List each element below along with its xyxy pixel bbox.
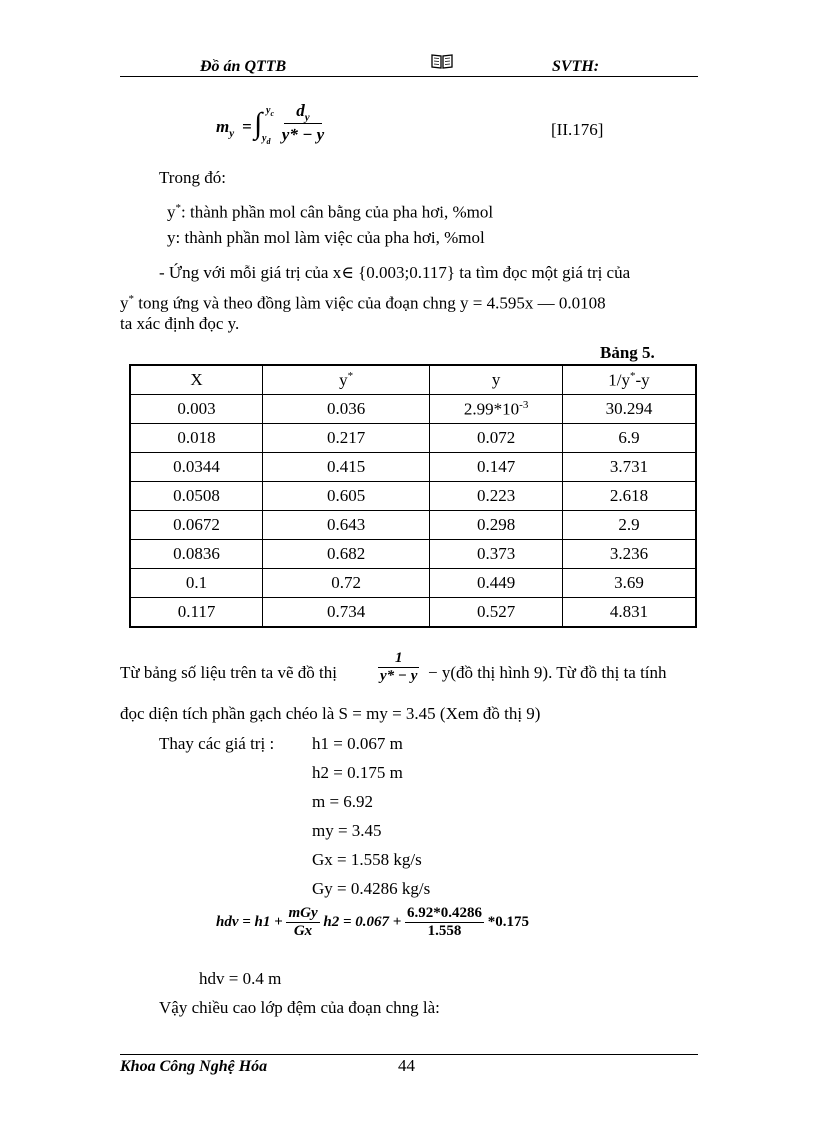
formula2-mid: h2 = 0.067 + xyxy=(323,914,402,930)
cell: 2.618 xyxy=(562,482,696,511)
cell: 0.217 xyxy=(263,424,430,453)
value-h1: h1 = 0.067 m xyxy=(312,734,403,753)
page-number: 44 xyxy=(398,1056,415,1075)
cell: 0.373 xyxy=(430,540,563,569)
cell: 3.731 xyxy=(562,453,696,482)
formula1-reference: [II.176] xyxy=(551,120,604,139)
cell: 3.69 xyxy=(562,569,696,598)
cell: 0.1 xyxy=(130,569,263,598)
upper-limit-sub: c xyxy=(270,109,275,118)
cell: $2.99*10^{-3}$ xyxy=(430,395,563,424)
formula2-frac2-num: 6.92*0.4286 xyxy=(407,905,483,921)
inverse-fraction-num: 1 xyxy=(378,650,419,668)
cell: 0.0344 xyxy=(130,453,263,482)
cell: 2.9 xyxy=(562,511,696,540)
table-row xyxy=(130,424,696,453)
formula-hdv xyxy=(216,905,529,940)
cell: 0.072 xyxy=(430,424,563,453)
footer-rule xyxy=(120,1054,698,1055)
table-row xyxy=(130,395,696,424)
cell: 0.449 xyxy=(430,569,563,598)
table-row xyxy=(130,540,696,569)
inverse-fraction xyxy=(378,650,419,685)
def1-text: : thành phần mol cân bằng của pha hơi, %mol xyxy=(181,202,494,222)
paragraph1-line3: ta xác định đọc y. xyxy=(120,314,240,333)
open-book-icon xyxy=(430,52,454,75)
table-row xyxy=(130,453,696,482)
after-table-line1-a: Từ bảng số liệu trên ta vẽ đồ thị xyxy=(120,663,337,682)
formula1-lhs: m xyxy=(216,117,230,136)
cell: 0.415 xyxy=(263,453,430,482)
cell: 0.298 xyxy=(430,511,563,540)
cell: 0.527 xyxy=(430,598,563,628)
para1-line1-b: ∈ {0.003;0.117} ta tìm đọc một giá trị của xyxy=(341,263,631,282)
formula1-numerator-sub: y xyxy=(304,111,310,124)
lower-limit-sub: d xyxy=(266,137,271,146)
after-table-line2: đọc diện tích phần gạch chéo là S = my = 3.45 (Xem đồ thị 9) xyxy=(120,704,541,723)
cell: 0.734 xyxy=(263,598,430,628)
para1-line2-b: tong ứng và theo đồng làm việc của đoạn chng y = 4.595x — 0.0108 xyxy=(134,293,606,313)
definition-y-star: y*: thành phần mol cân bằng của pha hơi, %mol xyxy=(167,202,494,222)
formula1-lhs-sub: y xyxy=(229,127,235,140)
header-y-star: y* xyxy=(263,365,430,395)
cell: 0.0836 xyxy=(130,540,263,569)
header-course-title: Đồ án QTTB xyxy=(200,58,287,75)
table-row xyxy=(130,511,696,540)
cell: 0.682 xyxy=(263,540,430,569)
table-row xyxy=(130,482,696,511)
header-x: X xyxy=(130,365,263,395)
cell: 0.605 xyxy=(263,482,430,511)
conclusion-line: Vậy chiều cao lớp đệm của đoạn chng là: xyxy=(159,998,440,1017)
upper-limit: y xyxy=(266,105,271,116)
header-inv: 1/y*-y xyxy=(562,365,696,395)
formula1-numerator: d xyxy=(296,101,305,120)
cell: 0.0508 xyxy=(130,482,263,511)
formula2-tail: *0.175 xyxy=(487,914,530,930)
cell: 0.036 xyxy=(263,395,430,424)
cell: 3.236 xyxy=(562,540,696,569)
def1-variable: y xyxy=(167,202,176,222)
header-student-label: SVTH: xyxy=(552,58,600,75)
value-m: m = 6.92 xyxy=(312,792,374,811)
table-row xyxy=(130,569,696,598)
data-table xyxy=(129,364,697,628)
header-y: y xyxy=(430,365,563,395)
integral-sign: ∫ xyxy=(254,107,263,140)
paragraph1-line2: y* tong ứng và theo đồng làm việc của đoạn chng y = 4.595x — 0.0108 xyxy=(120,293,606,313)
table-header-row xyxy=(130,365,696,395)
paragraph1-line1 xyxy=(159,262,630,284)
cell: 0.72 xyxy=(263,569,430,598)
formula2-frac1-den: Gx xyxy=(293,923,313,939)
para1-line2-a: y xyxy=(120,293,129,313)
cell: 0.018 xyxy=(130,424,263,453)
value-h2: h2 = 0.175 m xyxy=(312,763,403,782)
after-table-line1-b: − y(đồ thị hình 9). Từ đồ thị ta tính xyxy=(428,663,667,682)
value-gy: Gy = 0.4286 kg/s xyxy=(312,879,431,898)
cell: 6.9 xyxy=(562,424,696,453)
cell: 0.003 xyxy=(130,395,263,424)
cell: 0.117 xyxy=(130,598,263,628)
formula2-frac2-den: 1.558 xyxy=(427,923,462,939)
trong-do-label: Trong đó: xyxy=(159,168,226,187)
formula1-denominator: y* − y xyxy=(281,125,325,144)
table-row xyxy=(130,598,696,628)
cell: 4.831 xyxy=(562,598,696,628)
inverse-fraction-den: y* − y xyxy=(380,668,418,684)
values-intro: Thay các giá trị : xyxy=(159,734,275,753)
para1-line1-a: - Ứng với mỗi giá trị của x xyxy=(159,263,342,282)
cell: 0.0672 xyxy=(130,511,263,540)
cell: 0.147 xyxy=(430,453,563,482)
formula2-lhs: hdv = h1 + xyxy=(216,914,283,930)
cell: 30.294 xyxy=(562,395,696,424)
lower-limit: y xyxy=(262,133,267,144)
formula2-frac1-num: mGy xyxy=(288,905,318,921)
value-my: my = 3.45 xyxy=(312,821,382,840)
definition-y: y: thành phần mol làm việc của pha hơi, %mol xyxy=(167,228,485,247)
result-hdv: hdv = 0.4 m xyxy=(199,969,282,988)
footer-department: Khoa Công Nghệ Hóa xyxy=(120,1058,268,1075)
header-rule xyxy=(120,76,698,77)
value-gx: Gx = 1.558 kg/s xyxy=(312,850,422,869)
table-caption: Bảng 5. xyxy=(600,343,655,362)
cell: 0.643 xyxy=(263,511,430,540)
cell: 0.223 xyxy=(430,482,563,511)
